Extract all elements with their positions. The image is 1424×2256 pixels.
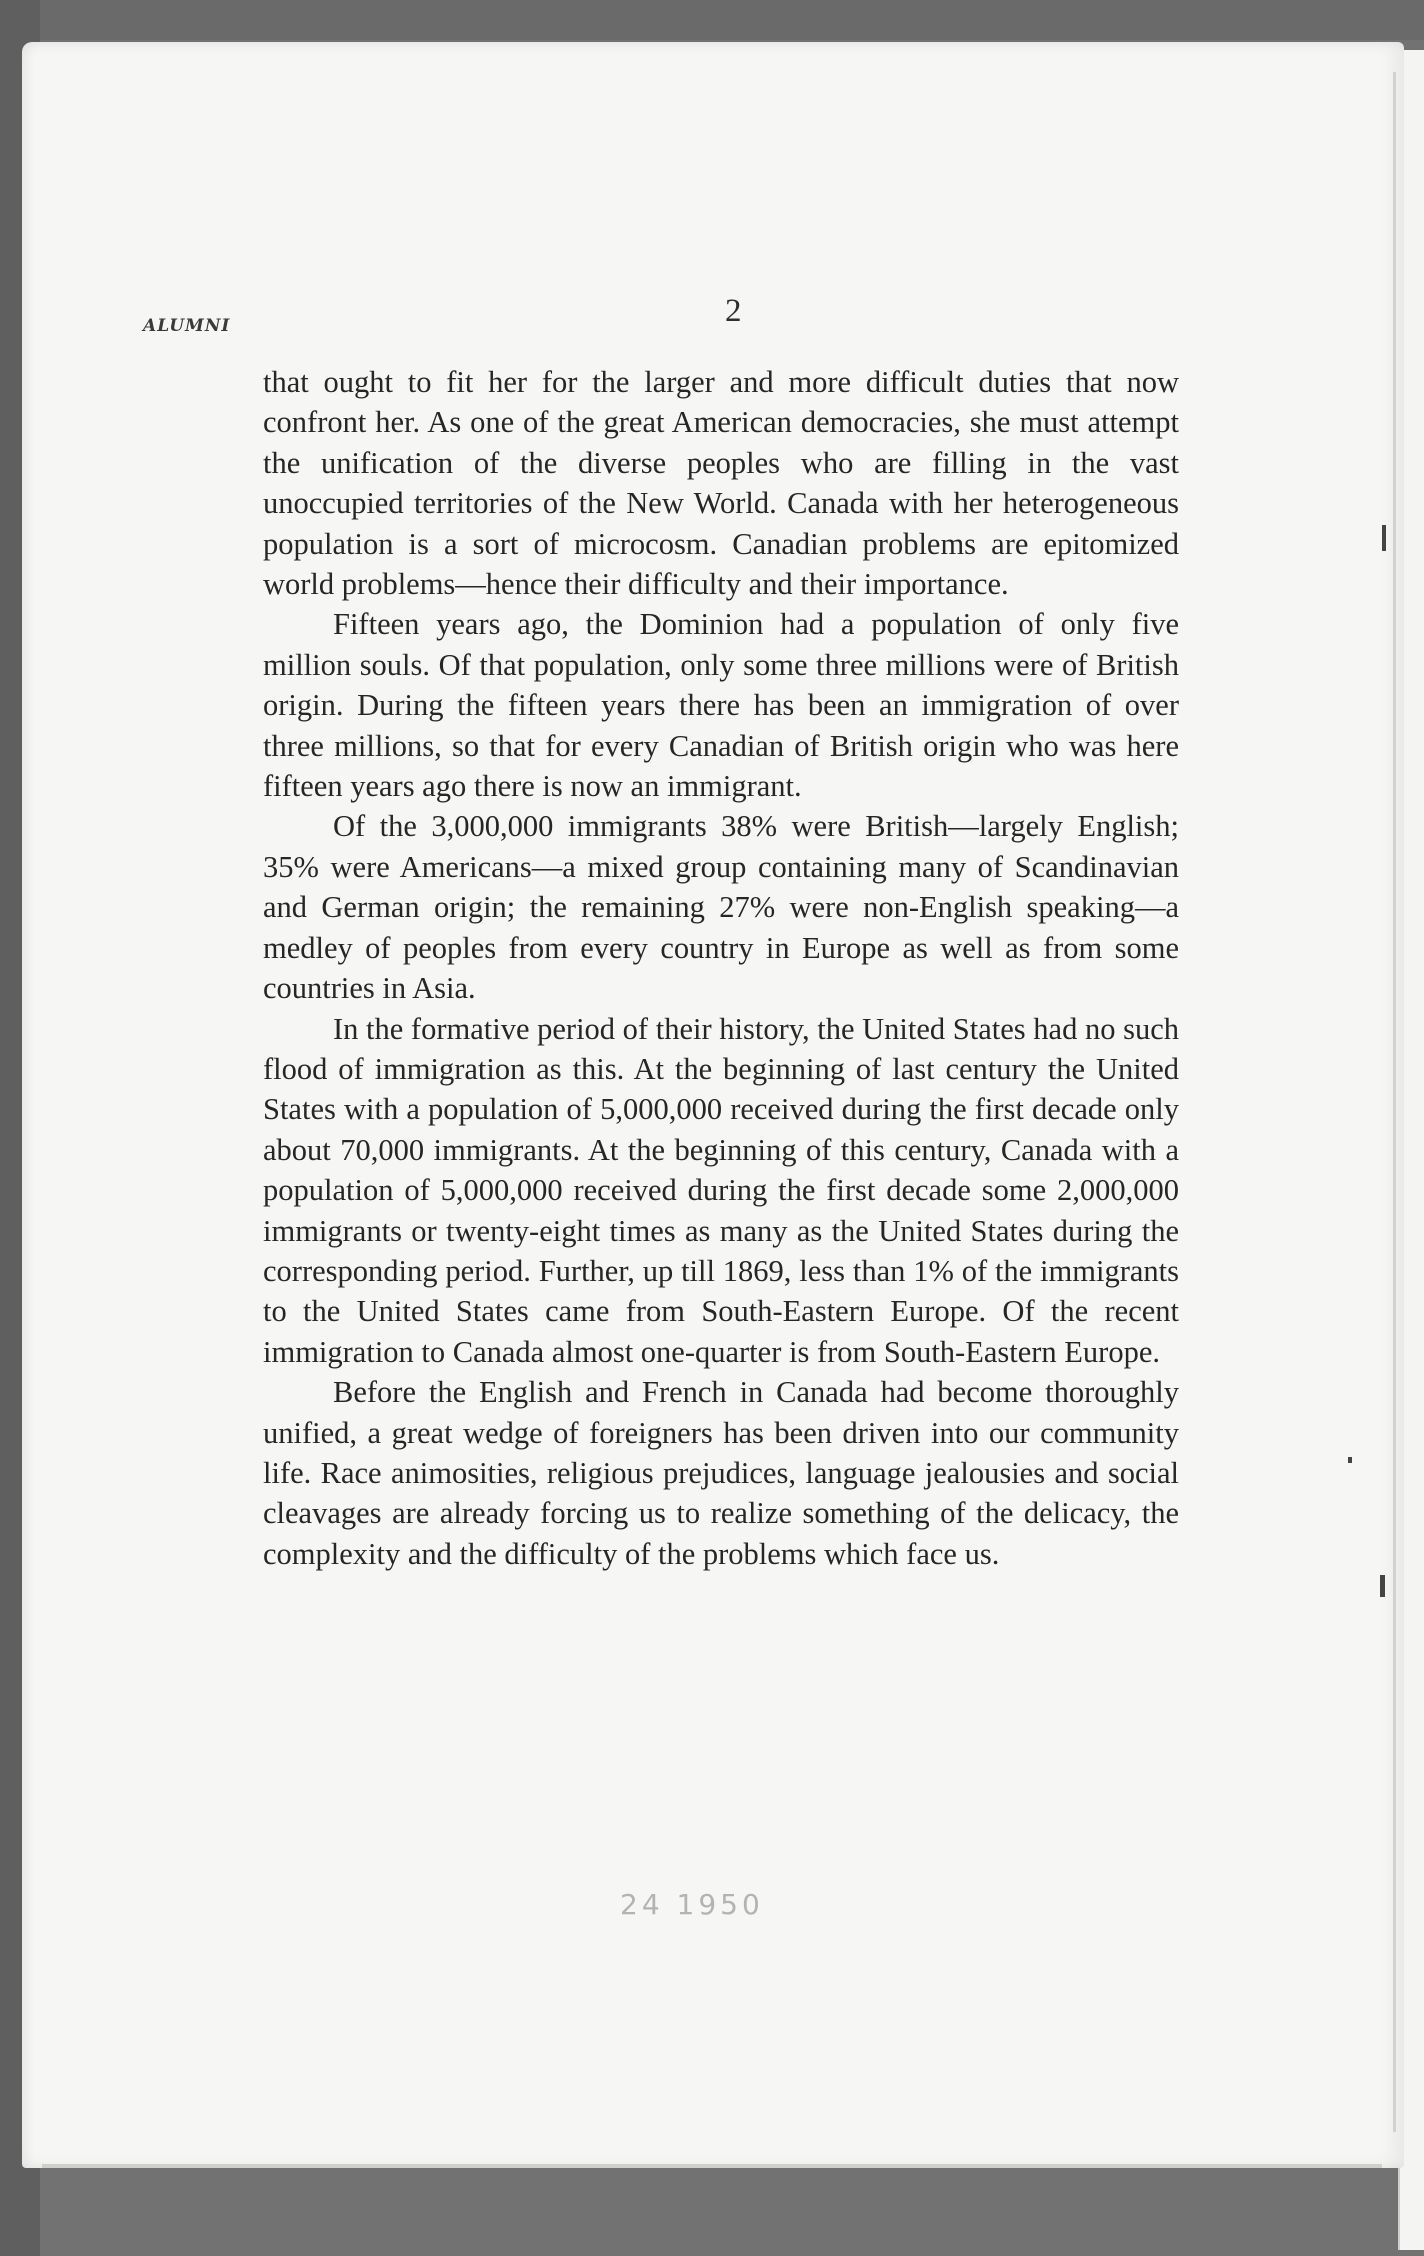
paragraph: In the formative period of their history, the United States had no such flood of immigration as this. At the beginning of last century the United States with a population of 5,000,000 received during the first decade only about 70,000 immigrants. At the beginning of this century, Canada with a population of 5,000,000 received during the first decade some 2,000,000 immigrants or twenty-eight times as many as the United States during the corresponding period. Further, up till 1869, less than 1% of the immigrants to the United States came from South-Eastern Europe. Of the recent immigration to Canada almost one-quarter is from South-Eastern Europe.: [263, 1011, 1179, 1369]
binding-mark: [1348, 1457, 1352, 1463]
binding-mark: [1380, 1575, 1385, 1597]
paragraph: Before the English and French in Canada had become thoroughly unified, a great wedge of foreigners has been driven into our community life. Race animosities, religious prejudices, language jealousies and social cleavages are already forcing us to realize something of the delicacy, the complexity and the difficulty of the problems which face us.: [263, 1375, 1179, 1571]
page-number: 2: [725, 293, 742, 329]
scanner-frame-top: [0, 0, 1424, 40]
date-stamp: 24 1950: [620, 1888, 764, 1921]
page-bottom-edge: [42, 2164, 1382, 2168]
paragraph: that ought to fit her for the larger and more difficult duties that now confront her. As one of the great American democracies, she must attempt the unification of the diverse peoples who are filling in the vast unoccupied territories of the New World. Canada with her heterogeneous population is a sort of microcosm. Canadian problems are epitomized world problems—hence their difficulty and their importance.: [263, 365, 1179, 602]
body-text: [263, 362, 1179, 1574]
paragraph: Of the 3,000,000 immigrants 38% were British—largely English; 35% were Americans—a mixed group containing many of Scandinavian and German origin; the remaining 27% were non-English speaking—a medley of peoples from every country in Europe as well as from some countries in Asia.: [263, 809, 1179, 1006]
margin-stamp: ALUMNI: [143, 316, 231, 336]
paragraph: Fifteen years ago, the Dominion had a population of only five million souls. Of that population, only some three millions were of British origin. During the fifteen years there has been an immigration of over three millions, so that for every Canadian of British origin who was here fifteen years ago there is now an immigrant.: [263, 607, 1179, 804]
page-fold-line: [1393, 72, 1396, 2132]
binding-mark: [1382, 525, 1386, 551]
